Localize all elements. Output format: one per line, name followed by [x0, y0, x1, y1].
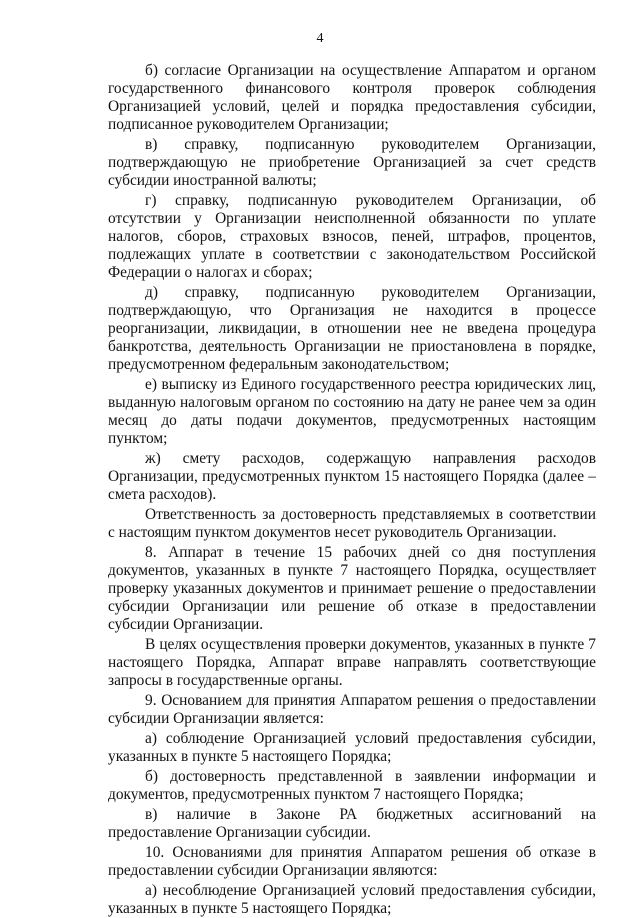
- paragraph-item-e-registry-extract: е) выписку из Единого государственного реестра юридических лиц, выданную налоговым органом по состоянию на дату не ранее чем за один месяц до даты подачи документов, предусмотренных настоящим пунктом;: [108, 376, 596, 447]
- paragraph-item-d-reorganization-certificate: д) справку, подписанную руководителем Организации, подтверждающую, что Организация не находится в процессе реорганизации, ликвидации, в отношении нее не введена процедура банкротства, деятельность Организации не приостановлена в порядке, предусмотренном федеральным законодательством;: [108, 284, 596, 373]
- paragraph-item-zh-expense-estimate: ж) смету расходов, содержащую направления расходов Организации, предусмотренных пунктом 15 настоящего Порядка (далее – смета расходов).: [108, 450, 596, 503]
- paragraph-item-g-tax-certificate: г) справку, подписанную руководителем Организации, об отсутствии у Организации неисполненной обязанности по уплате налогов, сборов, страховых взносов, пеней, штрафов, процентов, подлежащих уплате в соответствии с законодательством Российской Федерации о налогах и сборах;: [108, 192, 596, 281]
- paragraph-clause-9-v: в) наличие в Законе РА бюджетных ассигнований на предоставление Организации субсидии.: [108, 806, 596, 841]
- paragraph-clause-10: 10. Основаниями для принятия Аппаратом решения об отказе в предоставлении субсидии Организации являются:: [108, 844, 596, 879]
- paragraph-clause-9-a: а) соблюдение Организацией условий предоставления субсидии, указанных в пункте 5 настоящего Порядка;: [108, 730, 596, 765]
- paragraph-item-v-currency-certificate: в) справку, подписанную руководителем Организации, подтверждающую не приобретение Организацией за счет средств субсидии иностранной валюты;: [108, 136, 596, 189]
- document-body: [108, 62, 596, 918]
- paragraph-clause-10-a: а) несоблюдение Организацией условий предоставления субсидии, указанных в пункте 5 настоящего Порядка;: [108, 882, 596, 917]
- paragraph-verification-requests: В целях осуществления проверки документов, указанных в пункте 7 настоящего Порядка, Аппарат вправе направлять соответствующие запросы в государственные органы.: [108, 636, 596, 689]
- paragraph-responsibility: Ответственность за достоверность представляемых в соответствии с настоящим пунктом документов несет руководитель Организации.: [108, 506, 596, 541]
- paragraph-clause-8: 8. Аппарат в течение 15 рабочих дней со дня поступления документов, указанных в пункте 7 настоящего Порядка, осуществляет проверку указанных документов и принимает решение о предоставлении субсидии Организации или решение об отказе в предоставлении субсидии Организации.: [108, 544, 596, 633]
- paragraph-clause-9: 9. Основанием для принятия Аппаратом решения о предоставлении субсидии Организации является:: [108, 692, 596, 727]
- page-number: 4: [316, 31, 324, 46]
- paragraph-item-b-consent: б) согласие Организации на осуществление Аппаратом и органом государственного финансового контроля проверок соблюдения Организацией условий, целей и порядка предоставления субсидии, подписанное руководителем Организации;: [108, 62, 596, 133]
- paragraph-clause-9-b: б) достоверность представленной в заявлении информации и документов, предусмотренных пунктом 7 настоящего Порядка;: [108, 768, 596, 803]
